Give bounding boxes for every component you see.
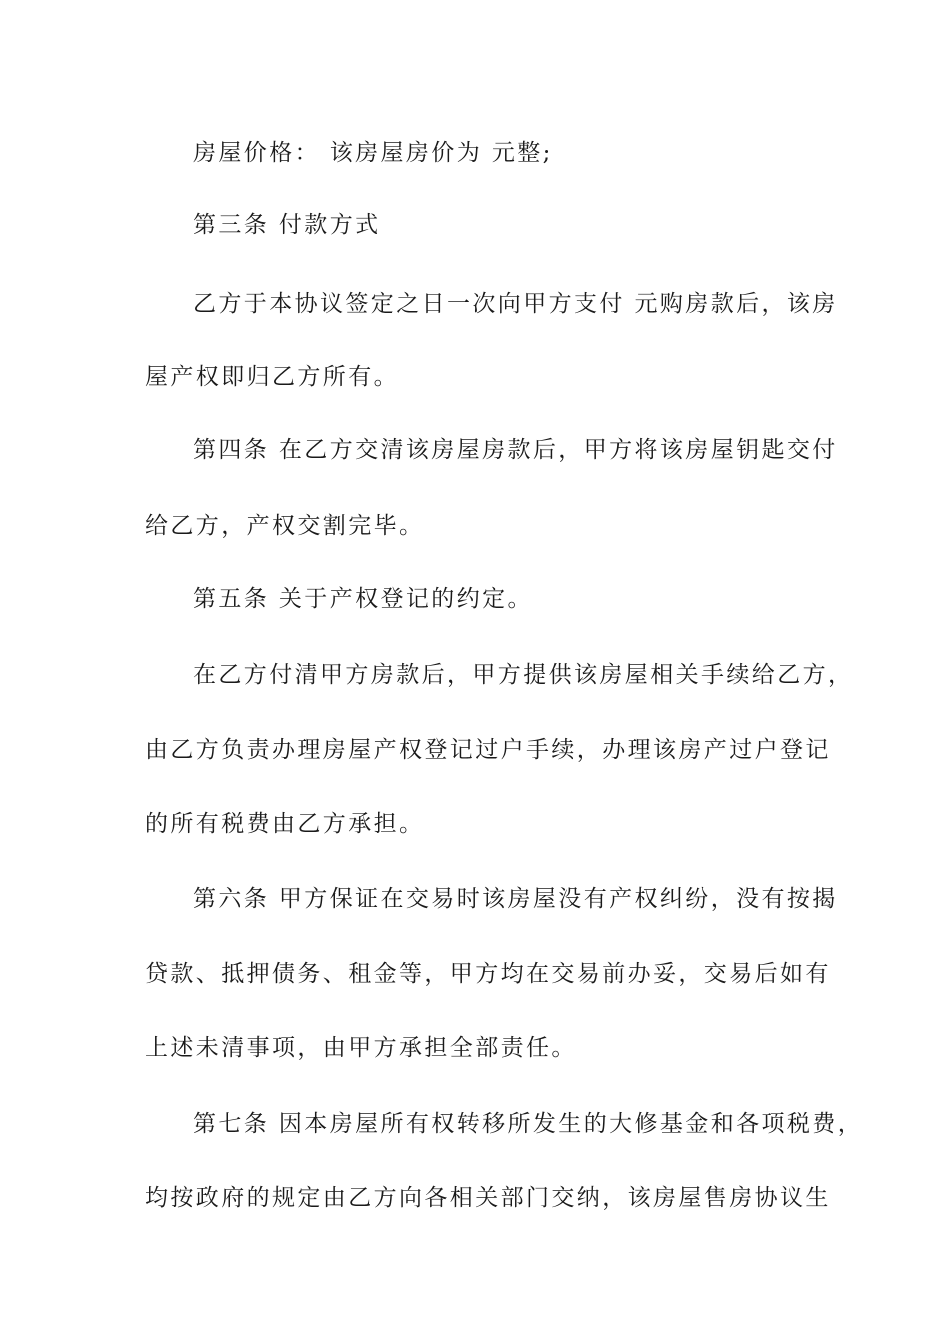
article-3-text-line-2: 屋产权即归乙方所有。 <box>145 364 399 390</box>
article-5-text-line-1: 在乙方付清甲方房款后，甲方提供该房屋相关手续给乙方， <box>193 662 854 688</box>
article-7-line-2: 均按政府的规定由乙方向各相关部门交纳，该房屋售房协议生 <box>145 1185 831 1211</box>
article-5-text-line-2: 由乙方负责办理房屋产权登记过户手续，办理该房产过户登记 <box>145 737 831 763</box>
article-3-text-line-1: 乙方于本协议签定之日一次向甲方支付 元购房款后，该房 <box>193 291 838 317</box>
article-6-line-3: 上述未清事项，由甲方承担全部责任。 <box>145 1035 577 1061</box>
article-3-heading: 第三条 付款方式 <box>193 212 381 238</box>
article-7-line-1: 第七条 因本房屋所有权转移所发生的大修基金和各项税费， <box>193 1111 864 1137</box>
article-4-line-2: 给乙方，产权交割完毕。 <box>145 513 425 539</box>
article-4-line-1: 第四条 在乙方交清该房屋房款后，甲方将该房屋钥匙交付 <box>193 437 838 463</box>
article-6-line-1: 第六条 甲方保证在交易时该房屋没有产权纠纷，没有按揭 <box>193 886 838 912</box>
article-5-text-line-3: 的所有税费由乙方承担。 <box>145 811 425 837</box>
article-6-line-2: 贷款、抵押债务、租金等，甲方均在交易前办妥，交易后如有 <box>145 961 831 987</box>
price-line: 房屋价格： 该房屋房价为 元整; <box>193 140 553 166</box>
article-5-heading: 第五条 关于产权登记的约定。 <box>193 586 533 612</box>
